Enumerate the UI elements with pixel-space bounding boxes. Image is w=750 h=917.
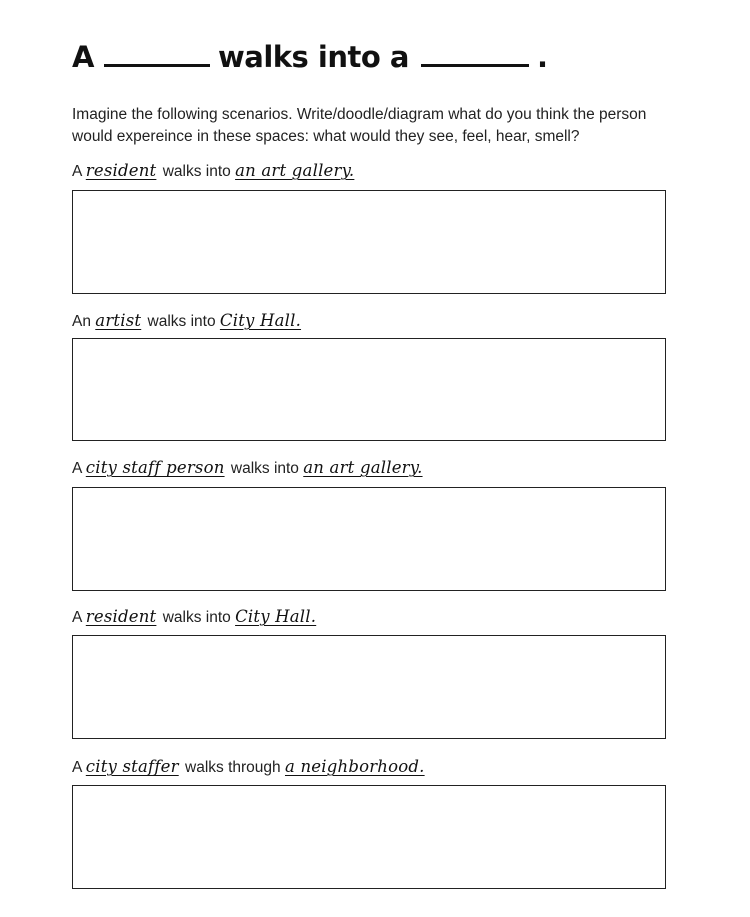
scenario-place: a neighborhood. (284, 757, 425, 776)
scenario-prompt-3 (72, 458, 425, 478)
scenario-person: resident (85, 607, 157, 626)
scenario-prompt-1 (72, 161, 356, 181)
scenario-place: City Hall. (219, 311, 302, 330)
title-period: . (536, 40, 548, 74)
scenario-verb: walks into (162, 609, 231, 626)
scenario-person: city staff person (85, 458, 225, 477)
scenario-person: city staffer (85, 757, 179, 776)
instructions-text: Imagine the following scenarios. Write/doodle/diagram what do you think the person would expereince in these spaces: what would they see, feel, hear, smell? (72, 106, 647, 145)
title-blank-2 (421, 57, 529, 67)
scenario-place: City Hall. (235, 607, 317, 626)
scenario-verb: walks through (185, 759, 281, 776)
answer-box-1[interactable] (72, 190, 666, 294)
scenario-prompt-4 (72, 607, 318, 627)
scenario-place: an art gallery. (235, 161, 355, 180)
scenario-verb: walks into (230, 460, 299, 477)
scenario-person: resident (85, 161, 157, 180)
scenario-verb: walks into (162, 163, 231, 180)
scenario-verb: walks into (147, 313, 216, 330)
scenario-lead: A (72, 609, 82, 626)
title-part-walks-into: walks into a (217, 40, 409, 74)
title-part-a: A (72, 40, 94, 74)
answer-box-4[interactable] (72, 635, 666, 739)
scenario-lead: A (72, 163, 82, 180)
answer-box-5[interactable] (72, 785, 666, 889)
scenario-lead: A (72, 759, 82, 776)
page-title (72, 34, 547, 74)
scenario-person: artist (95, 311, 142, 330)
scenario-lead: An (72, 313, 91, 330)
scenario-lead: A (72, 460, 82, 477)
answer-box-2[interactable] (72, 338, 666, 441)
answer-box-3[interactable] (72, 487, 666, 591)
title-blank-1 (104, 57, 210, 67)
scenario-prompt-2 (72, 311, 303, 331)
scenario-prompt-5 (72, 757, 427, 777)
scenario-place: an art gallery. (303, 458, 423, 477)
